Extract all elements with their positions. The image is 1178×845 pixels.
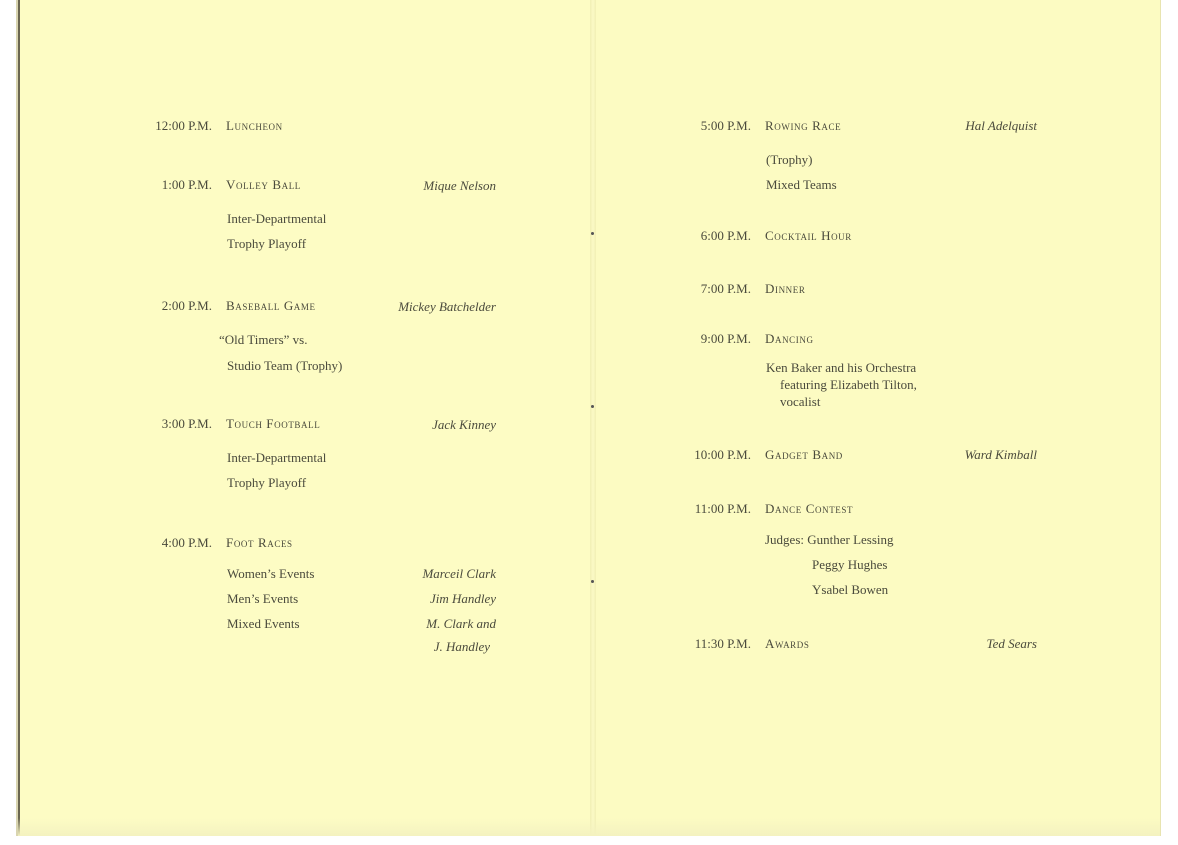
event-detail: Women’s Events bbox=[227, 566, 315, 581]
event-time: 10:00 P.M. bbox=[694, 447, 751, 462]
scan-mark bbox=[591, 232, 594, 235]
event-host: J. Handley bbox=[433, 639, 490, 654]
event-title: Dinner bbox=[765, 281, 806, 296]
event-host: Hal Adelquist bbox=[965, 118, 1037, 133]
event-title: Awards bbox=[765, 636, 810, 651]
event-title: Dance Contest bbox=[765, 501, 854, 516]
event-title: Luncheon bbox=[226, 118, 283, 133]
event-detail: vocalist bbox=[780, 394, 821, 409]
event-title: Baseball Game bbox=[226, 298, 316, 313]
event-time: 6:00 P.M. bbox=[700, 228, 751, 243]
event-detail: Trophy Playoff bbox=[227, 236, 307, 251]
event-host: Marceil Clark bbox=[422, 566, 496, 581]
event-time: 3:00 P.M. bbox=[161, 416, 212, 431]
event-time: 1:00 P.M. bbox=[161, 177, 212, 192]
event-detail: Ken Baker and his Orchestra bbox=[766, 360, 917, 375]
event-detail: Studio Team (Trophy) bbox=[227, 358, 343, 373]
event-detail: Mixed Teams bbox=[766, 177, 837, 192]
event-time: 11:30 P.M. bbox=[694, 636, 751, 651]
event-detail: Inter-Departmental bbox=[227, 450, 327, 465]
event-host: Ted Sears bbox=[986, 636, 1037, 651]
event-time: 2:00 P.M. bbox=[161, 298, 212, 313]
event-title: Gadget Band bbox=[765, 447, 843, 462]
event-title: Volley Ball bbox=[226, 177, 301, 192]
event-time: 12:00 P.M. bbox=[155, 118, 212, 133]
event-time: 11:00 P.M. bbox=[694, 501, 751, 516]
event-title: Dancing bbox=[765, 331, 814, 346]
event-title: Rowing Race bbox=[765, 118, 842, 133]
event-detail: Peggy Hughes bbox=[812, 557, 888, 572]
event-host: Jim Handley bbox=[429, 591, 496, 606]
scan-mark bbox=[591, 580, 594, 583]
event-time: 4:00 P.M. bbox=[161, 535, 212, 550]
event-host: Mique Nelson bbox=[423, 178, 496, 193]
event-host: M. Clark and bbox=[426, 616, 496, 631]
event-host: Mickey Batchelder bbox=[398, 299, 496, 314]
event-host: Jack Kinney bbox=[432, 417, 496, 432]
event-detail: Inter-Departmental bbox=[227, 211, 327, 226]
page-fold bbox=[590, 0, 596, 836]
event-detail: Men’s Events bbox=[227, 591, 299, 606]
event-title: Cocktail Hour bbox=[765, 228, 852, 243]
event-title: Foot Races bbox=[226, 535, 293, 550]
event-detail: “Old Timers” vs. bbox=[219, 332, 308, 347]
event-time: 7:00 P.M. bbox=[700, 281, 751, 296]
event-detail: (Trophy) bbox=[766, 152, 813, 167]
event-detail: Judges: Gunther Lessing bbox=[765, 532, 894, 547]
event-detail: Mixed Events bbox=[227, 616, 300, 631]
event-host: Ward Kimball bbox=[964, 447, 1037, 462]
event-time: 9:00 P.M. bbox=[700, 331, 751, 346]
event-detail: Trophy Playoff bbox=[227, 475, 307, 490]
event-detail: Ysabel Bowen bbox=[812, 582, 889, 597]
event-title: Touch Football bbox=[226, 416, 321, 431]
scan-mark bbox=[591, 405, 594, 408]
event-time: 5:00 P.M. bbox=[700, 118, 751, 133]
paper-bottom-edge bbox=[18, 818, 1160, 836]
event-detail: featuring Elizabeth Tilton, bbox=[780, 377, 917, 392]
